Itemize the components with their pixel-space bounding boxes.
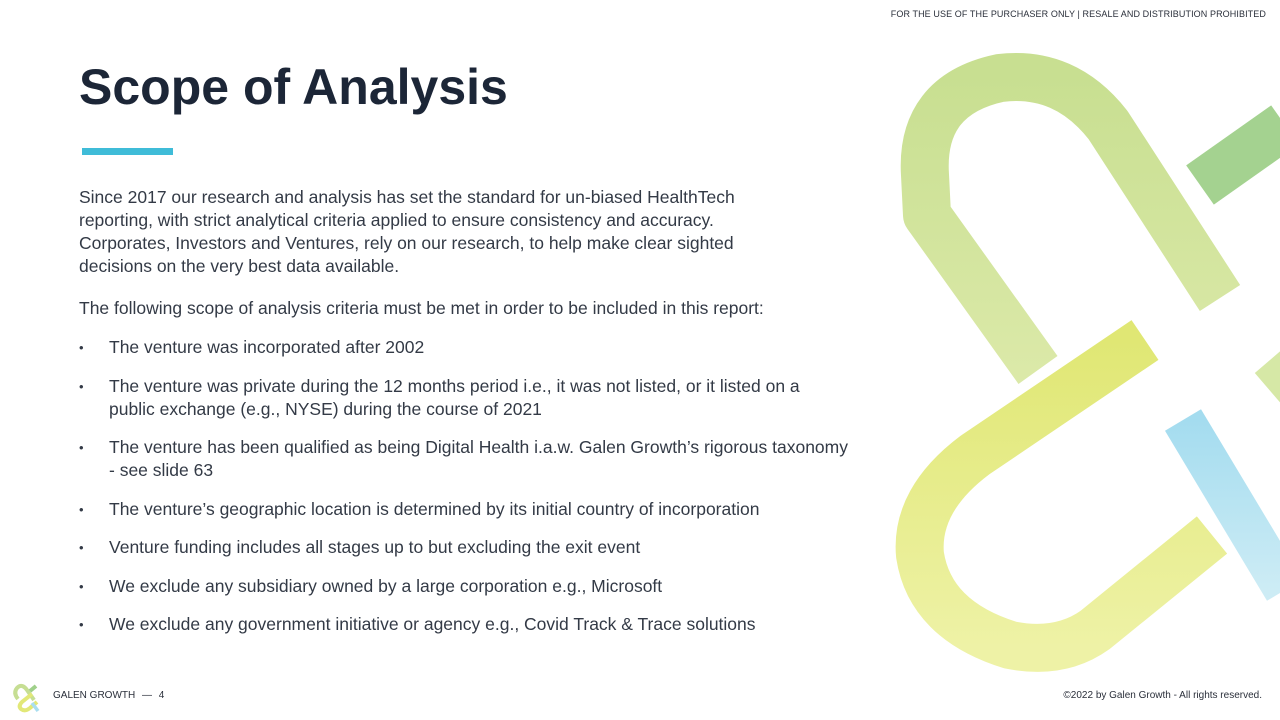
criteria-text: The venture was incorporated after 2002 (109, 337, 425, 357)
criteria-item (79, 336, 849, 359)
page-title: Scope of Analysis (79, 59, 508, 115)
deco-yellow-loop (920, 340, 1212, 648)
criteria-text: The venture was private during the 12 months period i.e., it was not listed, or it listed on a public exchange (e.g., NYSE) during the course of 2021 (109, 375, 800, 419)
criteria-text: We exclude any government initiative or agency e.g., Covid Track & Trace solutions (109, 614, 756, 634)
galen-growth-logo-graphic-icon (880, 30, 1280, 680)
intro-paragraph: Since 2017 our research and analysis has set the standard for un-biased HealthTech reporting, with strict analytical criteria applied to ensure consistency and accuracy. Corporates, Investors and Ventures, rely on our research, to help make clear sighted decisions on the very best data available. (79, 187, 735, 276)
deco-green-loop (925, 77, 1220, 370)
footer-brand (53, 690, 164, 701)
criteria-item (79, 613, 849, 636)
distribution-notice: FOR THE USE OF THE PURCHASER ONLY | RESALE AND DISTRIBUTION PROHIBITED (890, 9, 1266, 19)
bullet-icon: • (79, 617, 84, 632)
footer-separator: — (142, 690, 153, 701)
bullet-icon: • (79, 540, 84, 555)
criteria-text: We exclude any subsidiary owned by a large corporation e.g., Microsoft (109, 575, 663, 596)
criteria-item (79, 498, 849, 521)
deco-green-fragment (1270, 360, 1280, 395)
bullet-icon: • (79, 578, 84, 594)
criteria-list (79, 336, 849, 652)
bullet-icon: • (79, 378, 84, 394)
page-number: 4 (158, 690, 165, 701)
criteria-item (79, 375, 849, 421)
criteria-item (79, 436, 849, 482)
bullet-icon: • (79, 440, 84, 455)
criteria-item (79, 575, 849, 598)
criteria-item (79, 536, 849, 559)
deco-dark-green-bar (1200, 125, 1280, 185)
criteria-text: Venture funding includes all stages up to but excluding the exit event (109, 537, 641, 557)
bullet-icon: • (79, 340, 84, 355)
brand-name: GALEN GROWTH (53, 690, 136, 701)
bullet-icon: • (79, 501, 84, 517)
copyright-notice: ©2022 by Galen Growth - All rights reserved. (1063, 690, 1262, 701)
criteria-text: The venture’s geographic location is determined by its initial country of incorporation (109, 498, 760, 519)
criteria-text: The venture has been qualified as being Digital Health i.a.w. Galen Growth’s rigorous taxonomy - see slide 63 (109, 437, 848, 480)
criteria-intro: The following scope of analysis criteria must be met in order to be included in this report: (79, 298, 764, 318)
title-accent-bar (82, 148, 173, 155)
galen-growth-logo-icon (10, 679, 44, 713)
